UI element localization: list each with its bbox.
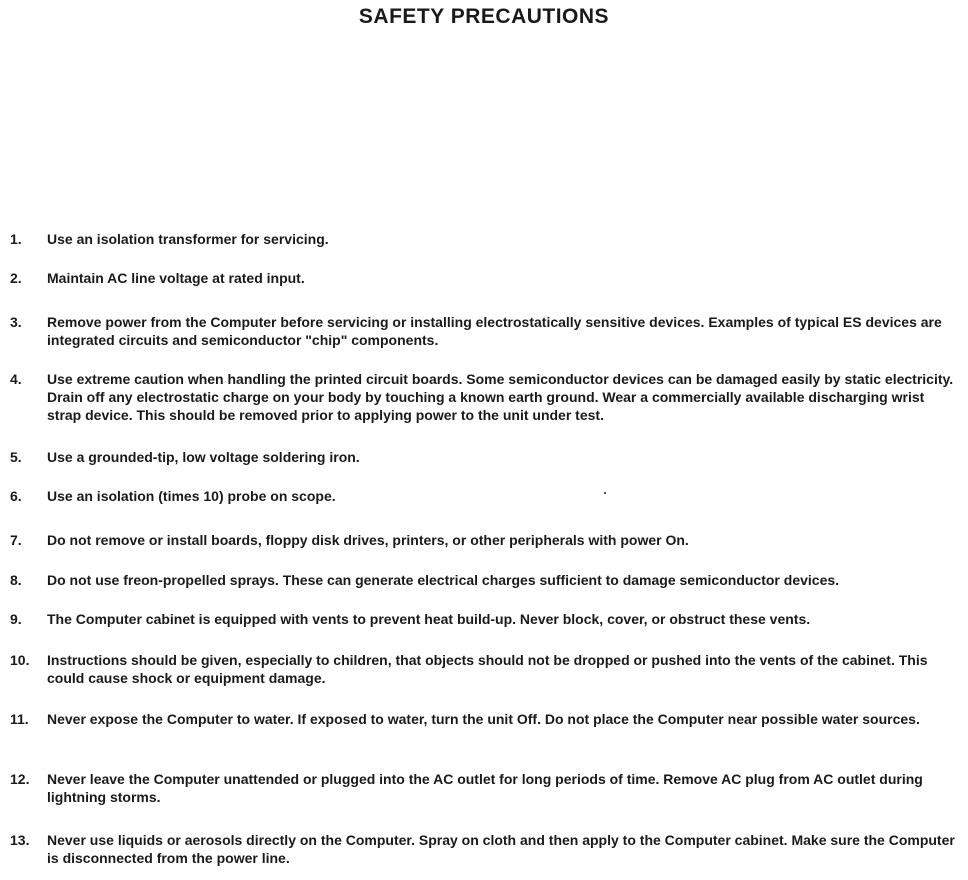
item-text: Do not remove or install boards, floppy disk drives, printers, or other peripherals with power On. [47, 532, 689, 548]
item-text: Use an isolation transformer for servicing. [47, 231, 329, 247]
item-text: Instructions should be given, especially to children, that objects should not be dropped or pushed into the vents of the cabinet. This could cause shock or equipment damage. [47, 652, 928, 686]
scan-speck [604, 492, 606, 494]
item-number: 1. [10, 231, 22, 247]
item-text: Use a grounded-tip, low voltage soldering iron. [47, 449, 360, 465]
item-text: The Computer cabinet is equipped with vents to prevent heat build-up. Never block, cover, or obstruct these vents. [47, 611, 811, 627]
page-title: SAFETY PRECAUTIONS [358, 5, 610, 28]
item-number: 4. [10, 371, 22, 387]
item-number: 3. [10, 314, 22, 330]
item-text: Use an isolation (times 10) probe on scope. [47, 488, 336, 504]
item-text: Never expose the Computer to water. If exposed to water, turn the unit Off. Do not place the Computer near possible water sources. [47, 711, 920, 727]
item-text: Remove power from the Computer before servicing or installing electrostatically sensitive devices. Examples of typical ES devices are integrated circuits and semiconductor "chip" components. [47, 314, 942, 348]
item-number: 7. [10, 532, 22, 548]
item-number: 6. [10, 488, 22, 504]
item-number: 8. [10, 572, 22, 588]
item-text: Never use liquids or aerosols directly on the Computer. Spray on cloth and then apply to the Computer cabinet. Make sure the Computer is disconnected from the power line. [47, 832, 955, 866]
item-text: Use extreme caution when handling the printed circuit boards. Some semiconductor devices can be damaged easily by static electricity. Drain off any electrostatic charge on your body by touching a known earth ground. Wear a commercially available discharging wrist strap device. This should be removed prior to applying power to the unit under test. [47, 371, 954, 423]
item-number: 5. [10, 449, 22, 465]
item-text: Do not use freon-propelled sprays. These can generate electrical charges sufficient to damage semiconductor devices. [47, 572, 840, 588]
item-text: Never leave the Computer unattended or plugged into the AC outlet for long periods of time. Remove AC plug from AC outlet during lightning storms. [47, 771, 923, 805]
item-number: 12. [10, 771, 30, 787]
item-text: Maintain AC line voltage at rated input. [47, 270, 305, 286]
item-number: 9. [10, 611, 22, 627]
item-number: 10. [10, 652, 30, 668]
item-number: 11. [10, 711, 29, 727]
item-number: 2. [10, 270, 22, 286]
item-number: 13. [10, 832, 30, 848]
